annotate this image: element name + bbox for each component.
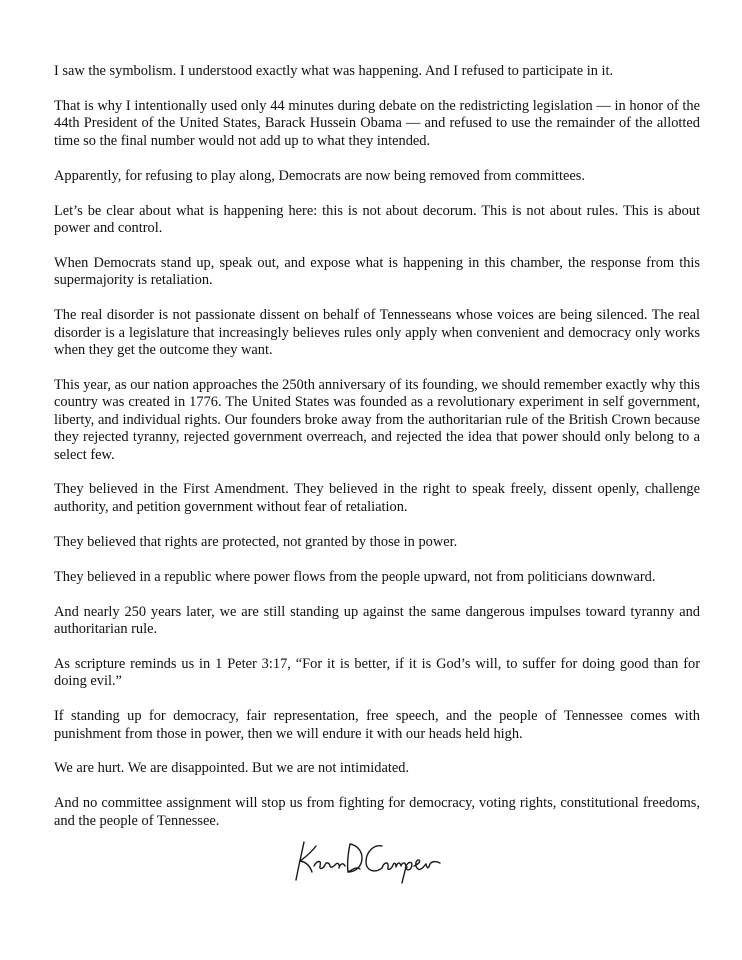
signature-stroke [382, 863, 406, 883]
handwritten-signature [290, 836, 450, 886]
signature-stroke [314, 862, 345, 869]
paragraph-5: When Democrats stand up, speak out, and expose what is happening in this chamber, the response from this supermajority is retaliation. [54, 254, 700, 289]
paragraph-12: As scripture reminds us in 1 Peter 3:17, “For it is better, if it is God’s will, to suffer for doing good than for doing evil.” [54, 655, 700, 690]
paragraph-14: We are hurt. We are disappointed. But we are not intimidated. [54, 760, 410, 777]
letter-body [54, 63, 700, 848]
paragraph-10: They believed in a republic where power flows from the people upward, not from politicians downward. [54, 568, 656, 585]
paragraph-3: Apparently, for refusing to play along, Democrats are now being removed from committees. [54, 167, 585, 184]
signature-stroke [406, 862, 412, 869]
paragraph-1: I saw the symbolism. I understood exactly what was happening. And I refused to participate in it. [54, 63, 614, 79]
signature-stroke [366, 846, 382, 871]
paragraph-9: They believed that rights are protected, not granted by those in power. [54, 533, 458, 550]
paragraph-13: If standing up for democracy, fair representation, free speech, and the people of Tennessee comes with punishment from those in power, then we will endure it with our heads held high. [54, 708, 700, 742]
signature-stroke [426, 862, 440, 868]
paragraph-8: They believed in the First Amendment. They believed in the right to speak freely, dissent openly, challenge authority, and petition government without fear of retaliation. [54, 481, 700, 515]
paragraph-15: And no committee assignment will stop us from fighting for democracy, voting rights, constitutional freedoms, and the people of Tennessee. [54, 795, 700, 829]
paragraph-4: Let’s be clear about what is happening here: this is not about decorum. This is not about rules. This is about power and control. [54, 202, 700, 236]
signature-stroke [414, 860, 426, 870]
paragraph-6: The real disorder is not passionate dissent on behalf of Tennesseans whose voices are being silenced. The real disorder is a legislature that increasingly believes rules only apply when convenient and democracy only works when they get the outcome they want. [54, 307, 700, 358]
paragraph-7: This year, as our nation approaches the 250th anniversary of its founding, we should remember exactly why this country was created in 1776. The United States was founded as a revolutionary experiment in self government, liberty, and individual rights. Our founders broke away from the authoritarian rule of the British Crown because they rejected tyranny, rejected government overreach, and rejected the idea that power should only belong to a select few. [54, 376, 700, 463]
paragraph-11: And nearly 250 years later, we are still standing up against the same dangerous impulses toward tyranny and authoritarian rule. [54, 603, 700, 637]
paragraph-2: That is why I intentionally used only 44 minutes during debate on the redistricting legislation — in honor of the 44th President of the United States, Barack Hussein Obama — and refused to use the remainder of the allotted time so the final number would not add up to what they intended. [54, 97, 700, 149]
